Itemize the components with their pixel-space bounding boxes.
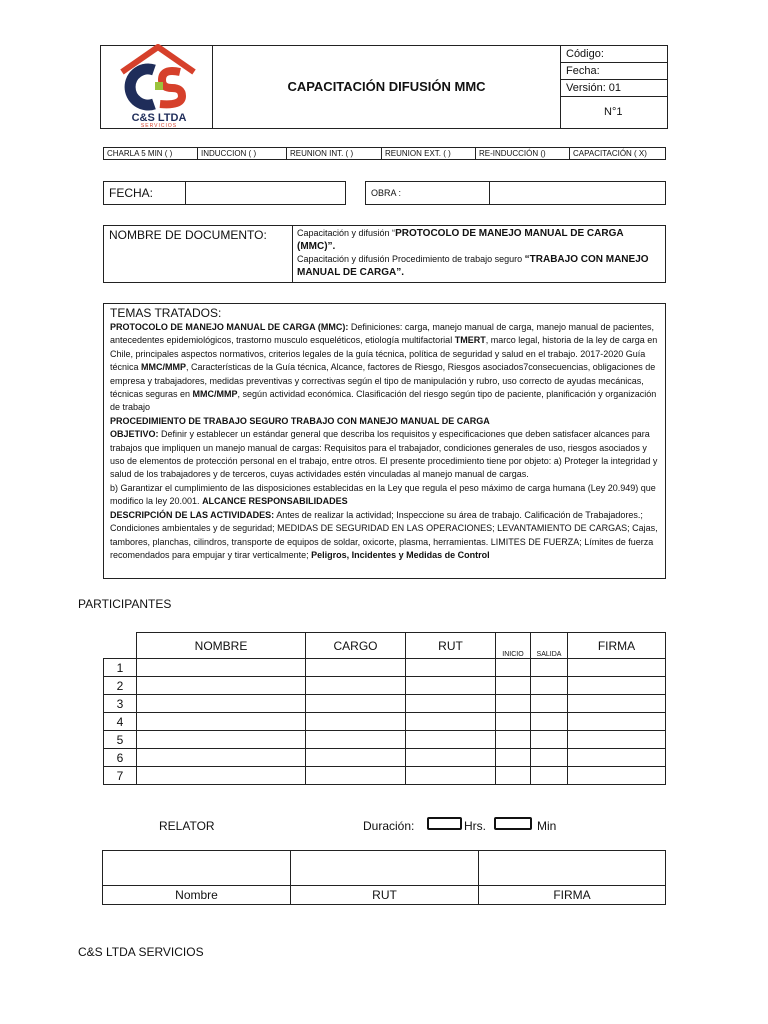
header-meta-divider: [560, 45, 561, 129]
logo-subtext: SERVICIOS: [140, 123, 178, 129]
relator-table: [102, 850, 666, 905]
cell-cargo[interactable]: [306, 677, 406, 695]
temas-paragraph: b) Garantizar el cumplimiento de las disposiciones establecidas en la Ley que regula el peso máximo de carga humana (Ley 20.949) que modifico la ley 20.001. ALCANCE RESPONSABILIDADES: [110, 482, 656, 507]
row-number: 7: [104, 767, 137, 785]
meta-line: [560, 96, 668, 97]
type-capacitacion[interactable]: CAPACITACIÓN ( X): [570, 148, 666, 160]
doc-line1-prefix: Capacitación y difusión “: [297, 228, 396, 238]
relator-nombre-field[interactable]: [103, 851, 291, 886]
cell-salida[interactable]: [531, 677, 568, 695]
cell-inicio[interactable]: [496, 713, 531, 731]
codigo-label: Código:: [566, 48, 604, 60]
meta-line: [560, 62, 668, 63]
cell-rut[interactable]: [406, 713, 496, 731]
cell-nombre[interactable]: [137, 677, 306, 695]
cell-salida[interactable]: [531, 659, 568, 677]
cell-inicio[interactable]: [496, 659, 531, 677]
cell-cargo[interactable]: [306, 749, 406, 767]
relator-col-nombre: Nombre: [103, 886, 291, 905]
temas-paragraph: PROCEDIMIENTO DE TRABAJO SEGURO TRABAJO CON MANEJO MANUAL DE CARGA: [110, 415, 490, 426]
version-label: Versión: 01: [566, 82, 622, 94]
col-nombre: NOMBRE: [137, 633, 306, 659]
cell-inicio[interactable]: [496, 749, 531, 767]
col-cargo: CARGO: [306, 633, 406, 659]
fecha-field[interactable]: [186, 182, 345, 204]
hours-field[interactable]: [427, 817, 462, 830]
participantes-table: [103, 632, 666, 785]
logo-text: C&S LTDA: [131, 112, 187, 124]
cell-firma[interactable]: [568, 695, 666, 713]
relator-rut-field[interactable]: [291, 851, 479, 886]
temas-paragraph: OBJETIVO: Definir y establecer un estándar general que describa los requisitos y especificaciones que deben satisfacer alcances para trabajos que impliquen un manejo manual de cargas: Requisitos para el trabajador, condiciones generales de uso, riesgos asociados y uso de elementos de protección personal en el trabajo, entre otros. El presente procedimiento tiene por objeto: a) Proteger la integridad y salud de los trabajadores y de terceros, cuyas actividades estén vinculadas al manejo manual de cargas.: [110, 429, 658, 480]
cell-cargo[interactable]: [306, 713, 406, 731]
type-reinduccion[interactable]: RE-INDUCCIÓN (): [476, 148, 570, 160]
relator-label: RELATOR: [159, 819, 215, 833]
cell-nombre[interactable]: [137, 713, 306, 731]
cell-inicio[interactable]: [496, 695, 531, 713]
temas-paragraph: DESCRIPCIÓN DE LAS ACTIVIDADES: Antes de realizar la actividad; Inspeccione su área de trabajo. Calificación de Trabajadores.; Condiciones ambientales y de seguridad; MEDIDAS DE SEGURIDAD EN LAS OPERACIONES; LEVANTAMIENTO DE CARGAS; Cajas, tambores, planchas, cilindros, transporte de equipos de soldar, oxicorte, plasma, herramientas. LIMITES DE FUERZA; Límites de fuerza recomendados para empujar y tirar verticalmente; Peligros, Incidentes y Medidas de Control: [110, 509, 658, 560]
house-logo-icon: [118, 44, 198, 114]
cell-rut[interactable]: [406, 731, 496, 749]
cell-inicio[interactable]: [496, 677, 531, 695]
doc-line1-title: PROTOCOLO DE MANEJO MANUAL DE CARGA (MMC)”.: [297, 228, 624, 252]
type-reunion-int[interactable]: REUNION INT. ( ): [287, 148, 382, 160]
cell-firma[interactable]: [568, 749, 666, 767]
cell-inicio[interactable]: [496, 767, 531, 785]
cell-cargo[interactable]: [306, 731, 406, 749]
cell-firma[interactable]: [568, 713, 666, 731]
cell-salida[interactable]: [531, 713, 568, 731]
col-rut: RUT: [406, 633, 496, 659]
cell-nombre[interactable]: [137, 731, 306, 749]
min-label: Min: [537, 819, 557, 833]
row-number: 6: [104, 749, 137, 767]
relator-col-firma: FIRMA: [479, 886, 666, 905]
cell-firma[interactable]: [568, 659, 666, 677]
col-salida: SALIDA: [531, 633, 568, 659]
fecha-label: FECHA:: [109, 186, 154, 200]
company-logo: [118, 44, 198, 128]
cell-firma[interactable]: [568, 731, 666, 749]
cell-salida[interactable]: [531, 731, 568, 749]
cell-nombre[interactable]: [137, 767, 306, 785]
footer-company: C&S LTDA SERVICIOS: [78, 945, 204, 959]
doc-line2-title: “TRABAJO CON MANEJO MANUAL DE CARGA”.: [297, 254, 649, 278]
temas-heading: TEMAS TRATADOS:: [110, 306, 222, 320]
type-reunion-ext[interactable]: REUNION EXT. ( ): [382, 148, 476, 160]
cell-firma[interactable]: [568, 767, 666, 785]
minutes-field[interactable]: [494, 817, 532, 830]
cell-cargo[interactable]: [306, 767, 406, 785]
documento-label: NOMBRE DE DOCUMENTO:: [109, 228, 267, 242]
temas-box: [103, 303, 666, 579]
type-charla[interactable]: CHARLA 5 MIN ( ): [104, 148, 198, 160]
fecha-meta-label: Fecha:: [566, 65, 600, 77]
type-induccion[interactable]: INDUCCION ( ): [198, 148, 287, 160]
cell-nombre[interactable]: [137, 749, 306, 767]
col-inicio: INICIO: [496, 633, 531, 659]
cell-salida[interactable]: [531, 749, 568, 767]
cell-rut[interactable]: [406, 695, 496, 713]
cell-salida[interactable]: [531, 767, 568, 785]
documento-divider: [292, 225, 293, 283]
duracion-label: Duración:: [363, 819, 415, 833]
doc-line2-prefix: Capacitación y difusión Procedimiento de trabajo seguro: [297, 254, 525, 264]
cell-nombre[interactable]: [137, 695, 306, 713]
row-number: 2: [104, 677, 137, 695]
relator-col-rut: RUT: [291, 886, 479, 905]
documento-value: [297, 227, 662, 279]
row-number: 1: [104, 659, 137, 677]
hrs-label: Hrs.: [464, 819, 486, 833]
participantes-label: PARTICIPANTES: [78, 597, 172, 611]
row-number: 5: [104, 731, 137, 749]
row-number: 3: [104, 695, 137, 713]
cell-rut[interactable]: [406, 767, 496, 785]
cell-inicio[interactable]: [496, 731, 531, 749]
cell-firma[interactable]: [568, 677, 666, 695]
obra-field[interactable]: [490, 182, 665, 204]
page-title: CAPACITACIÓN DIFUSIÓN MMC: [287, 79, 486, 94]
cell-cargo[interactable]: [306, 695, 406, 713]
document-number: N°1: [604, 106, 623, 118]
obra-label: OBRA :: [371, 188, 402, 198]
row-number: 4: [104, 713, 137, 731]
cell-salida[interactable]: [531, 695, 568, 713]
meta-line: [560, 79, 668, 80]
relator-firma-field[interactable]: [479, 851, 666, 886]
temas-paragraph: PROTOCOLO DE MANEJO MANUAL DE CARGA (MMC): Definiciones: carga, manejo manual de carga, manejo manual de pacientes, antecedentes epidemiológicos, trastorno musculo esqueléticos, etiología multifactorial TMERT, marco legal, historia de la ley de carga en Chile, principales aspectos normativos, criterios legales de la guía técnica, política de seguridad y salud en el trabajo. 2017-2020 Guía técnica MMC/MMP, Características de la Guía técnica, Alcance, factores de Riesgo, Riesgos asociados7consecuencias, obligaciones de empresa y trabajadores, medidas preventivas y correctivas según el tipo de manipulación y rubro, uso correcto de ayudas mecánicas, técnicas seguras en MMC/MMP, según actividad económica. Clasificación del riesgo según tipo de paciente, planificación y organización de trabajo: [110, 322, 658, 413]
cell-rut[interactable]: [406, 677, 496, 695]
cell-nombre[interactable]: [137, 659, 306, 677]
cell-rut[interactable]: [406, 659, 496, 677]
activity-type-row: [103, 147, 666, 160]
cell-rut[interactable]: [406, 749, 496, 767]
cell-cargo[interactable]: [306, 659, 406, 677]
col-firma: FIRMA: [568, 633, 666, 659]
